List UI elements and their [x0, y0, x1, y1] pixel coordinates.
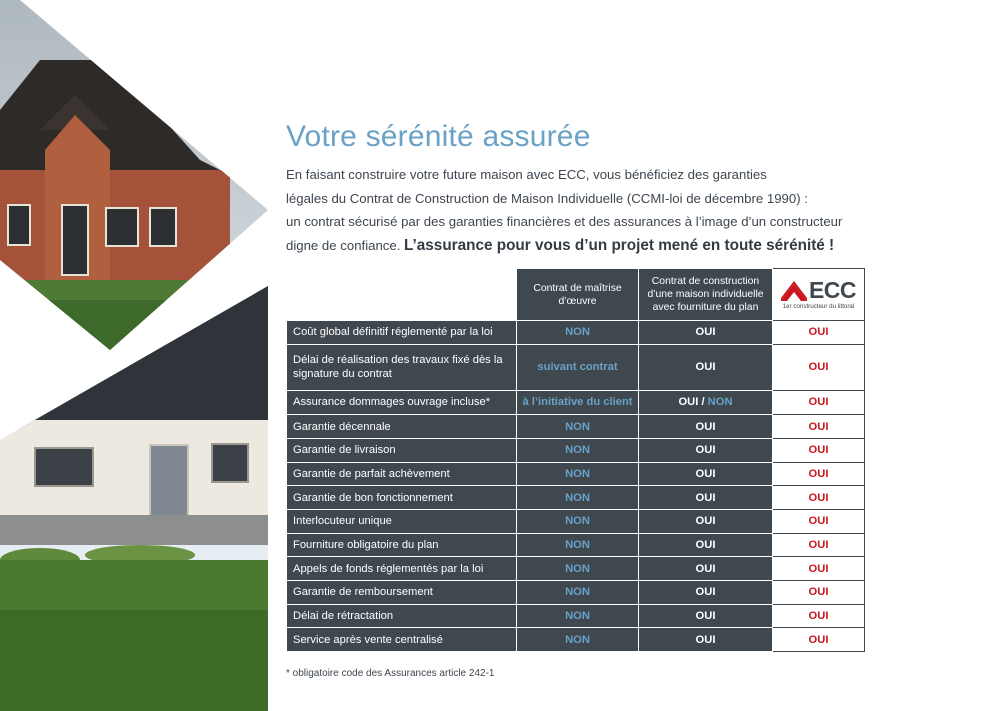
header-ccmi: Contrat de construction d’une maison individuelle avec fourniture du plan	[639, 269, 773, 321]
table-row	[287, 438, 865, 462]
moe-value: NON	[517, 486, 639, 510]
brick-house-photo	[0, 0, 270, 360]
ecc-value: OUI	[773, 581, 865, 605]
row-label: Garantie de parfait achèvement	[287, 462, 517, 486]
ccmi-value: OUI	[639, 415, 773, 439]
moe-value: NON	[517, 438, 639, 462]
ccmi-value: OUI	[639, 486, 773, 510]
ccmi-value: OUI	[639, 438, 773, 462]
comparison-table	[286, 268, 865, 652]
ecc-value: OUI	[773, 533, 865, 557]
ecc-value: OUI	[773, 604, 865, 628]
moe-value: à l’initiative du client	[517, 390, 639, 415]
row-label: Garantie de livraison	[287, 438, 517, 462]
ccmi-value: OUI	[639, 533, 773, 557]
table-row	[287, 321, 865, 345]
ecc-value: OUI	[773, 462, 865, 486]
row-label: Assurance dommages ouvrage incluse*	[287, 390, 517, 415]
ecc-value: OUI	[773, 438, 865, 462]
moe-value: NON	[517, 533, 639, 557]
white-house-photo	[0, 280, 270, 711]
row-label: Appels de fonds réglementés par la loi	[287, 557, 517, 581]
ecc-value: OUI	[773, 321, 865, 345]
ccmi-value: OUI	[639, 628, 773, 652]
ecc-value: OUI	[773, 344, 865, 390]
ccmi-value: OUI	[639, 321, 773, 345]
ecc-value: OUI	[773, 509, 865, 533]
table-row	[287, 415, 865, 439]
ccmi-value-separator: /	[698, 396, 708, 409]
table-row	[287, 344, 865, 390]
table-row	[287, 581, 865, 605]
ccmi-value: OUI	[639, 557, 773, 581]
ccmi-value-oui: OUI	[678, 396, 699, 409]
moe-value: NON	[517, 628, 639, 652]
intro-highlight: L’assurance pour vous d’un projet mené en toute sérénité !	[404, 236, 835, 254]
table-row	[287, 557, 865, 581]
header-moe: Contrat de maîtrise d’œuvre	[517, 269, 639, 321]
table-header-row	[287, 269, 865, 321]
header-ecc-logo	[773, 269, 865, 321]
ccmi-value: OUI	[639, 604, 773, 628]
ecc-logo-word: ECC	[808, 277, 857, 303]
table-row	[287, 604, 865, 628]
moe-value: NON	[517, 462, 639, 486]
ecc-value: OUI	[773, 390, 865, 415]
row-label: Service après vente centralisé	[287, 628, 517, 652]
ccmi-value-non: NON	[707, 396, 733, 409]
intro-line: légales du Contrat de Construction de Maison Individuelle (CCMI-loi de décembre 1990) :	[286, 190, 808, 206]
intro-last-plain: digne de confiance.	[286, 237, 405, 253]
row-label: Délai de réalisation des travaux fixé dès la signature du contrat	[287, 344, 517, 390]
footnote: * obligatoire code des Assurances article 242-1	[286, 668, 495, 679]
table-row	[287, 509, 865, 533]
table-row	[287, 628, 865, 652]
intro-line-last	[286, 234, 886, 258]
ecc-value: OUI	[773, 486, 865, 510]
moe-value: NON	[517, 415, 639, 439]
intro-line: un contrat sécurisé par des garanties financières et des assurances à l’image d’un constructeur	[286, 214, 843, 229]
table-row	[287, 533, 865, 557]
table-row	[287, 462, 865, 486]
ccmi-value: OUI	[639, 581, 773, 605]
row-label: Coût global définitif réglementé par la loi	[287, 321, 517, 345]
row-label: Garantie de remboursement	[287, 581, 517, 605]
row-label: Délai de rétractation	[287, 604, 517, 628]
moe-value: NON	[517, 321, 639, 345]
ccmi-value: OUI	[639, 462, 773, 486]
ccmi-value: OUI	[639, 509, 773, 533]
row-label: Interlocuteur unique	[287, 509, 517, 533]
page-title: Votre sérénité assurée	[286, 120, 591, 153]
row-label: Fourniture obligatoire du plan	[287, 533, 517, 557]
roof-icon	[781, 281, 807, 301]
moe-value: suivant contrat	[517, 344, 639, 390]
moe-value: NON	[517, 557, 639, 581]
moe-value: NON	[517, 604, 639, 628]
ccmi-value	[639, 390, 773, 415]
ecc-value: OUI	[773, 628, 865, 652]
ecc-value: OUI	[773, 415, 865, 439]
house-photo-collage	[0, 0, 270, 711]
intro-line: En faisant construire votre future maison avec ECC, vous bénéficiez des garanties	[286, 167, 767, 182]
intro-paragraph	[286, 163, 886, 257]
ccmi-value: OUI	[639, 344, 773, 390]
ecc-logo-tagline: 1er constructeur du littoral	[782, 303, 855, 310]
table-row	[287, 486, 865, 510]
header-blank-cell	[287, 269, 517, 321]
moe-value: NON	[517, 581, 639, 605]
moe-value: NON	[517, 509, 639, 533]
ecc-value: OUI	[773, 557, 865, 581]
table-row	[287, 390, 865, 415]
ecc-logo	[773, 269, 864, 320]
row-label: Garantie de bon fonctionnement	[287, 486, 517, 510]
row-label: Garantie décennale	[287, 415, 517, 439]
